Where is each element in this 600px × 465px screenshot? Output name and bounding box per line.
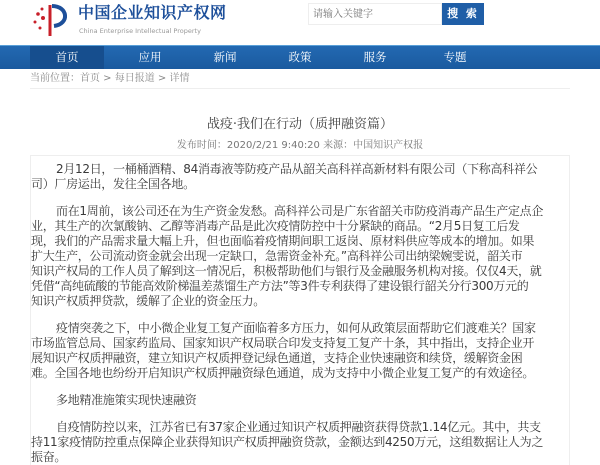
site-logo-icon[interactable] bbox=[30, 2, 72, 36]
article-paragraph bbox=[31, 393, 569, 408]
divider bbox=[30, 88, 570, 89]
paragraph-line: 扩大生产，公司流动资金就会出现一定缺口，急需资金补充。”高科祥公司出纳梁婉雯说，韶关市 bbox=[31, 249, 523, 263]
paragraph-line: 难。全国各地也纷纷开启知识产权质押融资绿色通道，成为支持中小微企业复工复产的有效途径。 bbox=[31, 366, 535, 380]
article-paragraph bbox=[31, 420, 569, 465]
article-paragraph bbox=[31, 162, 569, 192]
paragraph-line: 业，其生产的次氯酸钠、乙醇等消毒产品是此次疫情防控中十分紧缺的商品。“2月5日复工后发 bbox=[31, 219, 520, 233]
article-paragraph bbox=[31, 321, 569, 381]
paragraph-line: 知识产权局的工作人员了解到这一情况后，积极帮助他们与银行及金融服务机构对接。仅仅4天，就 bbox=[31, 264, 542, 278]
paragraph-line: 2月12日，一桶桶酒精、84消毒液等防疫产品从韶关高科祥高新材料有限公司（下称高科祥公 bbox=[56, 162, 538, 176]
breadcrumb: 当前位置：首页 > 每日报道 > 详情 bbox=[30, 73, 190, 84]
article-meta: 发布时间：2020/2/21 9:40:20 来源：中国知识产权报 bbox=[176, 140, 424, 151]
nav-news[interactable]: 新闻 bbox=[213, 50, 237, 64]
nav-apps[interactable]: 应用 bbox=[138, 50, 162, 64]
article-body bbox=[30, 155, 570, 465]
paragraph-line: 司）厂房运出，发往全国各地。 bbox=[31, 177, 195, 191]
paragraph-line: 知识产权质押贷款，缓解了企业的资金压力。 bbox=[31, 294, 266, 308]
nav-home[interactable]: 首页 bbox=[30, 46, 104, 69]
paragraph-line: 自疫情防控以来，江苏省已有37家企业通过知识产权质押融资获得贷款1.14亿元。其中，共支 bbox=[56, 420, 541, 434]
site-subtitle: China Enterprise Intellectual Property bbox=[79, 27, 201, 35]
search-input[interactable] bbox=[308, 3, 442, 25]
paragraph-line: 现，我们的产品需求量大幅上升，但也面临着疫情期间职工返岗、原材料供应等成本的增加。如果 bbox=[31, 234, 535, 248]
nav-topics[interactable]: 专题 bbox=[443, 50, 467, 64]
paragraph-line: 展知识产权质押融资，建立知识产权质押登记绿色通道，支持企业快速融资和续贷，缓解资金困 bbox=[31, 351, 523, 365]
nav-services[interactable]: 服务 bbox=[363, 50, 387, 64]
paragraph-line: 而在1周前，该公司还在为生产资金发愁。高科祥公司是广东省韶关市防疫消毒产品生产定点企 bbox=[56, 204, 544, 218]
article-paragraph bbox=[31, 204, 569, 309]
paragraph-line: 振奋。 bbox=[31, 450, 67, 464]
paragraph-line: 市场监管总局、国家药监局、国家知识产权局联合印发支持复工复产十条，其中指出，支持企业开 bbox=[31, 336, 535, 350]
site-title[interactable]: 中国企业知识产权网 bbox=[78, 3, 227, 22]
nav-policy[interactable]: 政策 bbox=[288, 50, 312, 64]
search-button[interactable]: 搜 索 bbox=[442, 3, 484, 25]
main-nav bbox=[0, 45, 600, 69]
paragraph-line: 凭借“高纯硫酸的节能高效阶梯温差蒸馏生产方法”等3件专利获得了建设银行韶关分行300万元的 bbox=[31, 279, 529, 293]
site-header bbox=[0, 0, 600, 45]
paragraph-line: 多地精准施策实现快速融资 bbox=[56, 393, 197, 407]
article-title: 战疫·我们在行动（质押融资篇） bbox=[206, 117, 394, 132]
paragraph-line: 持11家疫情防控重点保障企业获得知识产权质押融资贷款，金额达到4250万元，这组数据让人为之 bbox=[31, 435, 544, 449]
paragraph-line: 疫情突袭之下，中小微企业复工复产面临着多方压力，如何从政策层面帮助它们渡难关？国家 bbox=[56, 321, 536, 335]
